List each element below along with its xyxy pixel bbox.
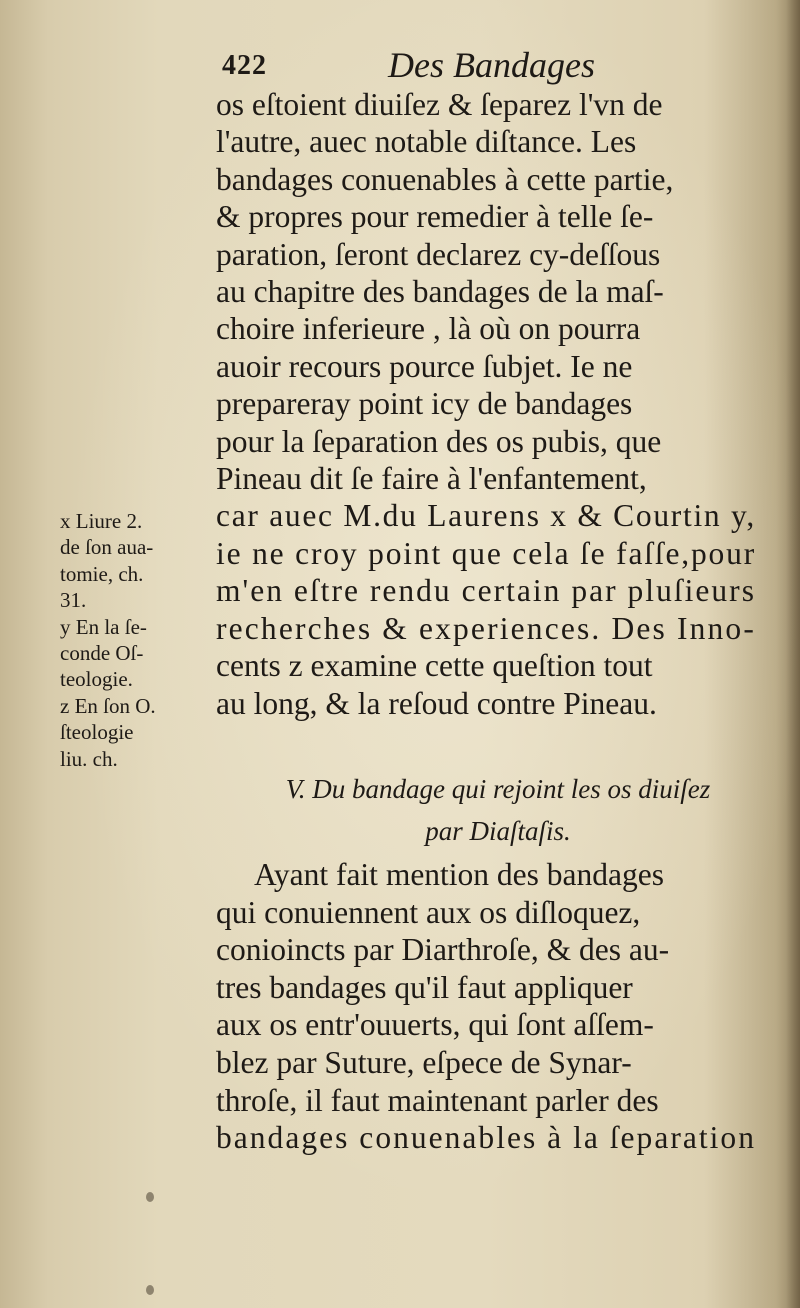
- text-line: paration, ſeront declarez cy-deſſous: [216, 236, 661, 272]
- page-number: 422: [222, 50, 267, 81]
- text-line: aux os entr'ouuerts, qui ſont aſſem-: [216, 1007, 654, 1043]
- ink-spot: [146, 1192, 154, 1202]
- margin-note-line: conde Oſ-: [60, 641, 144, 666]
- margin-note-line: x Liure 2.: [60, 509, 143, 533]
- text-line: prepareray point icy de bandages: [216, 386, 633, 422]
- text-line: pour la ſeparation des os pubis, que: [216, 423, 662, 459]
- text-line: ie ne croy point que cela ſe faſſe,pour: [216, 535, 757, 571]
- ink-spot: [146, 1285, 154, 1295]
- section-heading-line: V. Du bandage qui rejoint les os diuiſez: [285, 774, 711, 804]
- text-line: choire inferieure , là où on pourra: [216, 311, 641, 347]
- text-line: car auec M.du Laurens x & Courtin y,: [216, 498, 757, 534]
- body-paragraph-2: [216, 856, 762, 1157]
- section-heading: [228, 768, 768, 852]
- text-line: Pineau dit ſe faire à l'enfantement,: [216, 461, 647, 497]
- page-edge-shadow: [786, 0, 800, 1308]
- text-line: conioincts par Diarthroſe, & des au-: [216, 932, 670, 968]
- text-line: & propres pour remedier à telle ſe-: [216, 199, 654, 235]
- text-line: throſe, il faut maintenant parler des: [216, 1082, 659, 1118]
- text-line: cents z examine cette queſtion tout: [216, 648, 653, 684]
- body-paragraph: [216, 86, 762, 722]
- text-line: recherches & experiences. Des Inno-: [216, 610, 756, 646]
- text-line: au chapitre des bandages de la maſ-: [216, 274, 664, 310]
- margin-note-line: tomie, ch.: [60, 561, 144, 586]
- text-line: Ayant fait mention des bandages: [254, 857, 664, 892]
- text-line: qui conuiennent aux os diſloquez,: [216, 894, 641, 930]
- margin-notes: [60, 508, 210, 772]
- margin-note-line: z En ſon O.: [60, 693, 156, 718]
- margin-note-line: liu. ch.: [60, 746, 118, 771]
- margin-note-line: de ſon aua-: [60, 535, 154, 560]
- page-header: [218, 40, 758, 90]
- text-line: auoir recours pource ſubjet. Ie ne: [216, 348, 633, 384]
- text-line: l'autre, auec notable diſtance. Les: [216, 124, 637, 160]
- text-line: bandages conuenables à la ſeparation: [216, 1120, 756, 1156]
- text-line: tres bandages qu'il faut appliquer: [216, 969, 633, 1005]
- text-line: os eſtoient diuiſez & ſeparez l'vn de: [216, 87, 663, 122]
- text-line: m'en eſtre rendu certain par pluſieurs: [216, 573, 756, 609]
- margin-note-line: y En la ſe-: [60, 614, 147, 639]
- text-line: bandages conuenables à cette partie,: [216, 161, 674, 197]
- text-line: blez par Suture, eſpece de Synar-: [216, 1044, 632, 1080]
- section-heading-line: par Diaſtaſis.: [425, 816, 571, 846]
- margin-note-line: teologie.: [60, 667, 133, 692]
- running-title: Des Bandages: [388, 45, 595, 85]
- margin-note-line: 31.: [60, 588, 87, 613]
- margin-note-line: ſteologie: [60, 720, 134, 745]
- text-line: au long, & la reſoud contre Pineau.: [216, 685, 657, 721]
